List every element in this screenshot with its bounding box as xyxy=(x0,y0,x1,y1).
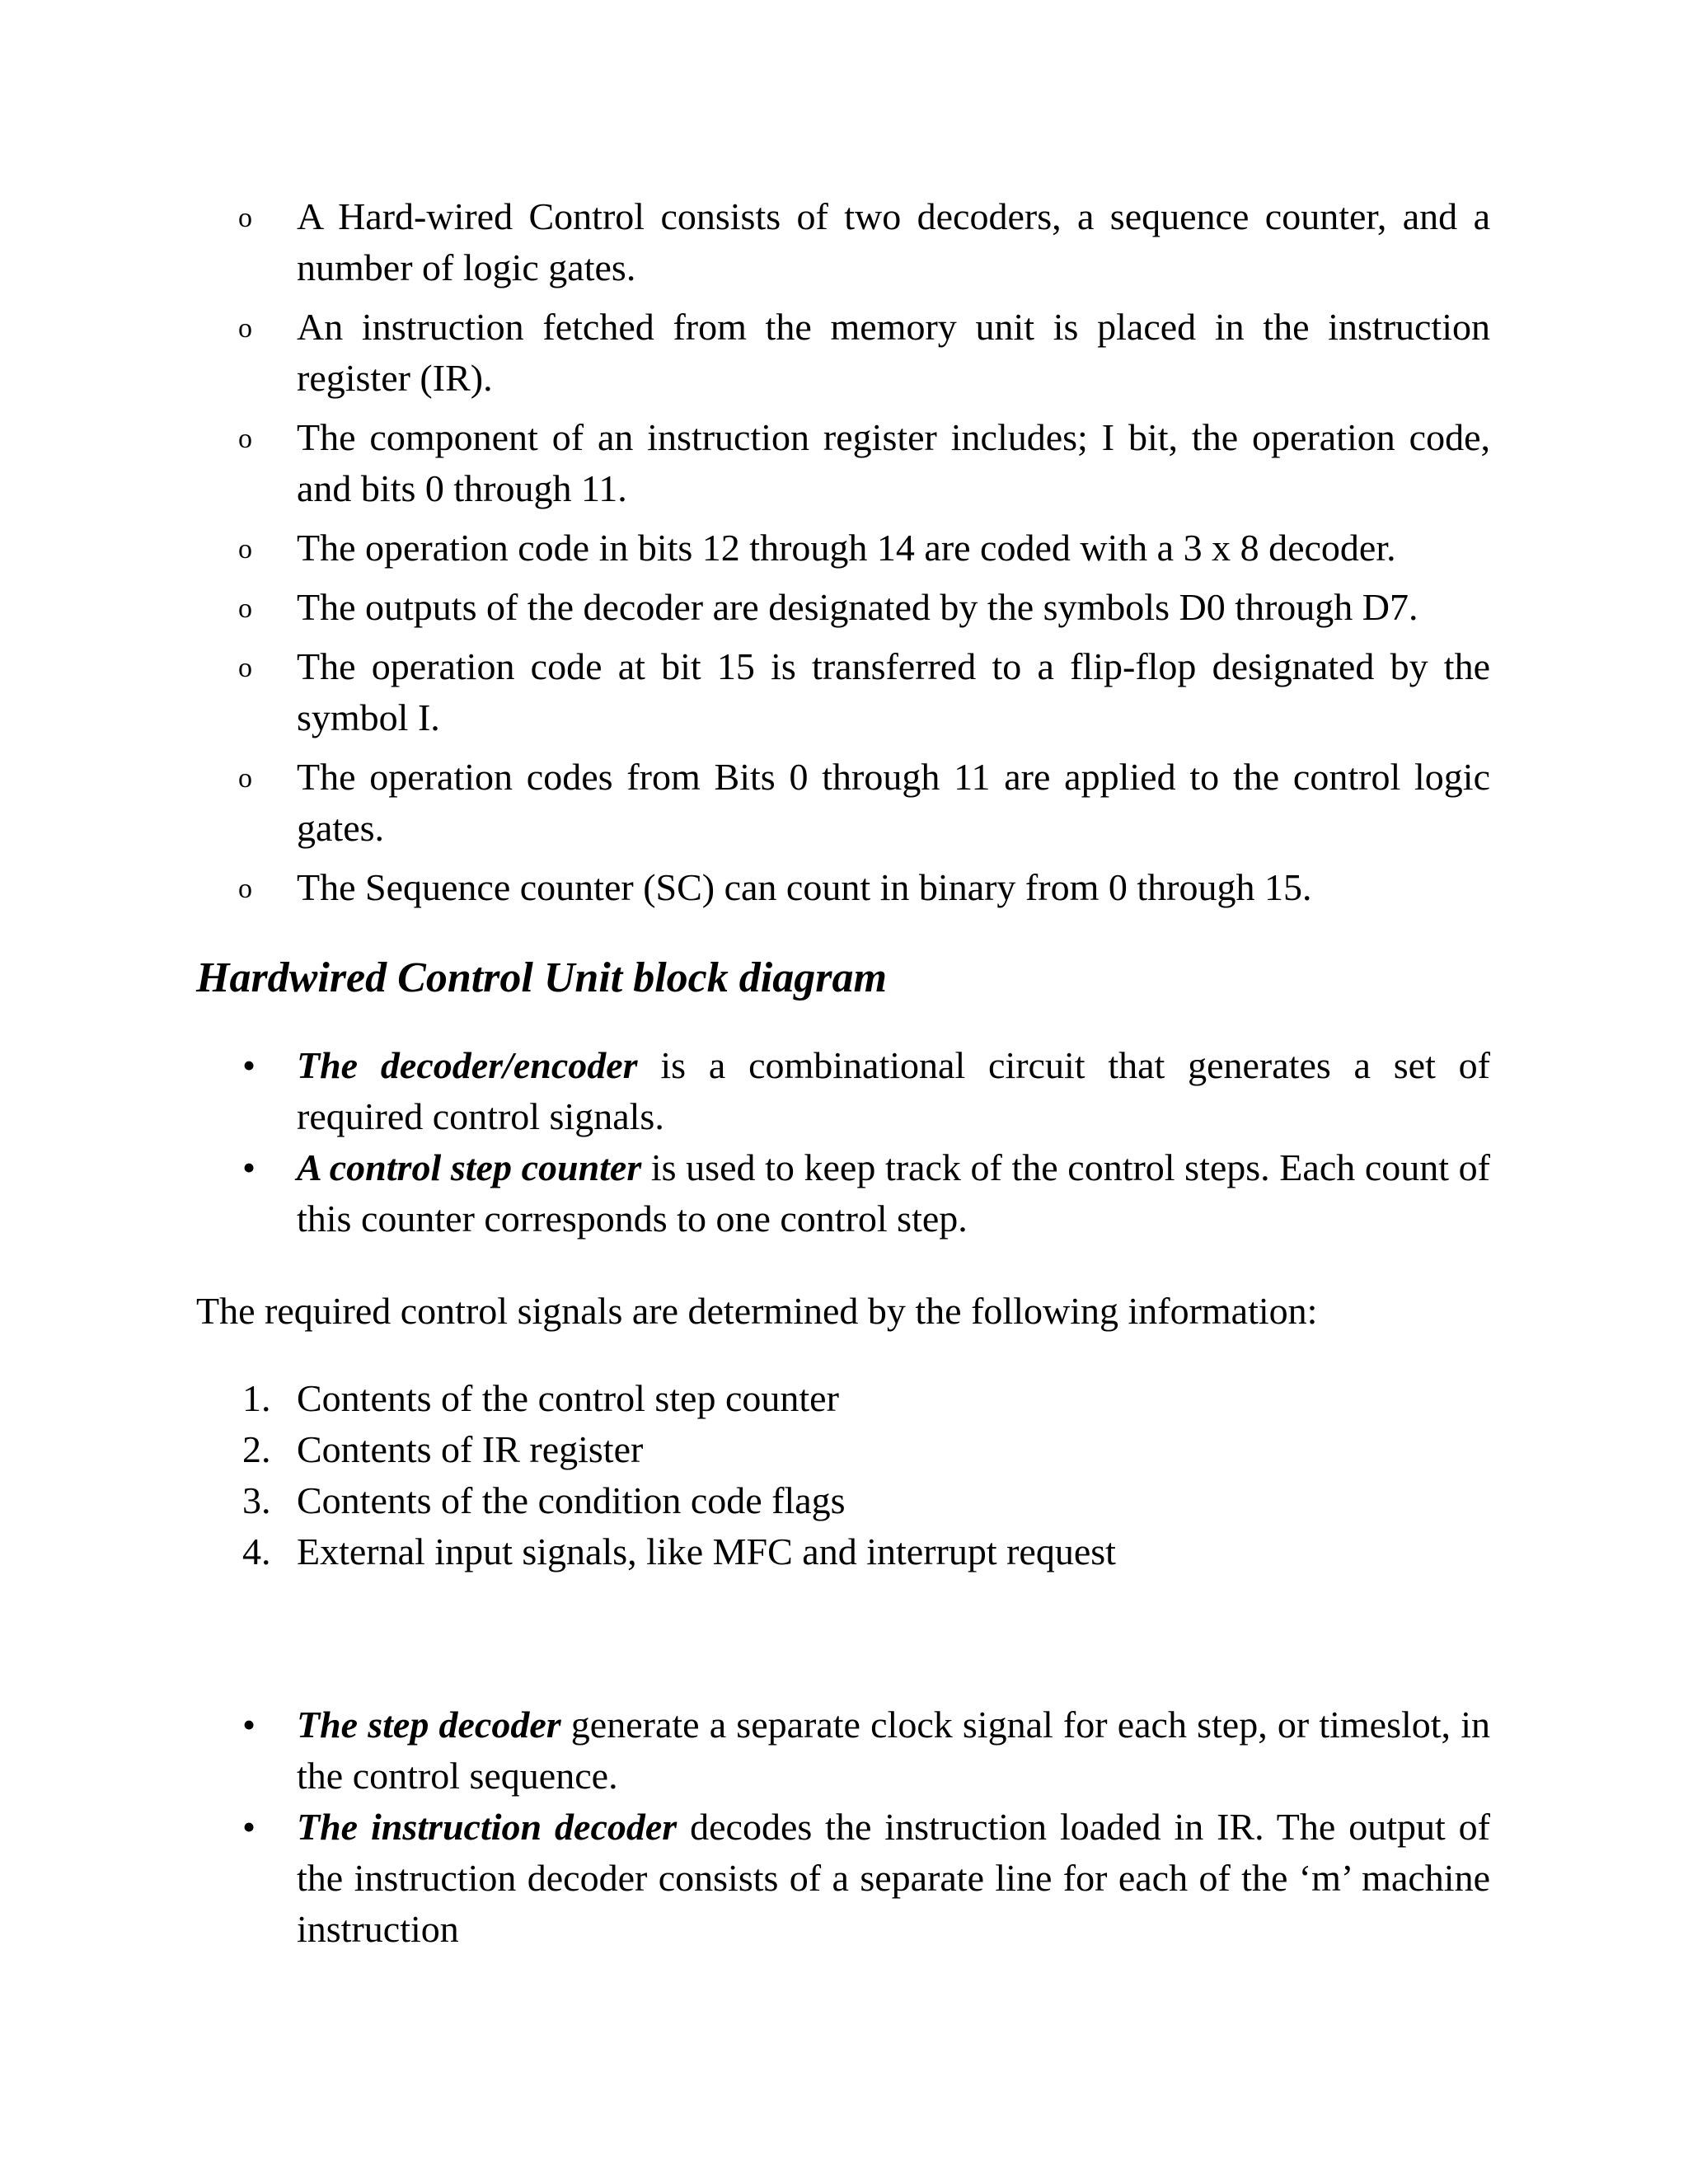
list-marker: o xyxy=(238,763,252,794)
list-item-text: Contents of IR register xyxy=(297,1428,644,1470)
list-item xyxy=(196,752,1490,854)
list-item-text: is used to keep track of the control steps. Each count of this counter corresponds to one control step. xyxy=(297,1146,1490,1240)
list-item-text: The operation codes from Bits 0 through 11 are applied to the control logic gates. xyxy=(297,756,1490,849)
list-marker: o xyxy=(238,534,252,565)
list-marker: o xyxy=(238,653,252,683)
list-item xyxy=(196,582,1490,633)
control-signal-sources-list xyxy=(196,1373,1116,1577)
list-item-term: A control step counter xyxy=(297,1146,642,1188)
list-item-text: Contents of the condition code flags xyxy=(297,1479,846,1521)
list-item-term: The step decoder xyxy=(297,1704,561,1746)
list-item-text: The Sequence counter (SC) can count in binary from 0 through 15. xyxy=(297,866,1312,908)
list-marker: o xyxy=(238,313,252,344)
list-number: 1. xyxy=(242,1377,271,1419)
list-marker: o xyxy=(238,874,252,904)
list-number: 4. xyxy=(242,1530,271,1572)
decoder-counter-bullet-list xyxy=(196,1040,1490,1244)
list-number: 2. xyxy=(242,1428,271,1470)
list-item xyxy=(196,1475,1116,1526)
list-item-text: generate a separate clock signal for each step, or timeslot, in the control sequence. xyxy=(297,1704,1490,1797)
list-item xyxy=(196,1802,1490,1955)
decoder-bullet-list xyxy=(196,1699,1490,1955)
list-item xyxy=(196,862,1490,913)
bullet-marker: • xyxy=(242,1146,256,1188)
list-item-term: The instruction decoder xyxy=(297,1806,678,1848)
bullet-marker: • xyxy=(242,1044,256,1086)
hardwired-control-facts-list xyxy=(196,191,1490,921)
list-item xyxy=(196,412,1490,514)
list-item xyxy=(196,523,1490,574)
list-item-text: The operation code in bits 12 through 14 are coded with a 3 x 8 decoder. xyxy=(297,527,1396,569)
list-item xyxy=(196,191,1490,293)
list-item xyxy=(196,302,1490,404)
list-item xyxy=(196,1040,1490,1142)
list-item xyxy=(196,1373,1116,1424)
list-item-term: The decoder/encoder xyxy=(297,1044,638,1086)
list-marker: o xyxy=(238,424,252,454)
list-item xyxy=(196,1526,1116,1577)
section-heading: Hardwired Control Unit block diagram xyxy=(196,954,887,1001)
list-item-text: is a combinational circuit that generates a set of required control signals. xyxy=(297,1044,1490,1137)
list-marker: o xyxy=(238,593,252,624)
list-item-text: The operation code at bit 15 is transferred to a flip-flop designated by the symbol I. xyxy=(297,645,1490,738)
list-item xyxy=(196,1699,1490,1802)
list-item-text: External input signals, like MFC and interrupt request xyxy=(297,1530,1116,1572)
list-item xyxy=(196,1424,1116,1475)
list-item-text: The outputs of the decoder are designated by the symbols D0 through D7. xyxy=(297,586,1418,628)
bullet-marker: • xyxy=(242,1704,256,1746)
list-item-text: An instruction fetched from the memory unit is placed in the instruction register (IR). xyxy=(297,306,1490,399)
list-item-text: The component of an instruction register includes; I bit, the operation code, and bits 0 through 11. xyxy=(297,416,1490,509)
list-item xyxy=(196,641,1490,743)
list-item-text: A Hard-wired Control consists of two decoders, a sequence counter, and a number of logic gates. xyxy=(297,195,1490,288)
list-item-text: Contents of the control step counter xyxy=(297,1377,839,1419)
list-item xyxy=(196,1142,1490,1244)
list-number: 3. xyxy=(242,1479,271,1521)
bullet-marker: • xyxy=(242,1806,256,1848)
body-paragraph: The required control signals are determined by the following information: xyxy=(196,1290,1318,1332)
list-item-text: decodes the instruction loaded in IR. The output of the instruction decoder consists of a separate line for each of the ‘m’ machine instruction xyxy=(297,1806,1490,1950)
list-marker: o xyxy=(238,203,252,233)
